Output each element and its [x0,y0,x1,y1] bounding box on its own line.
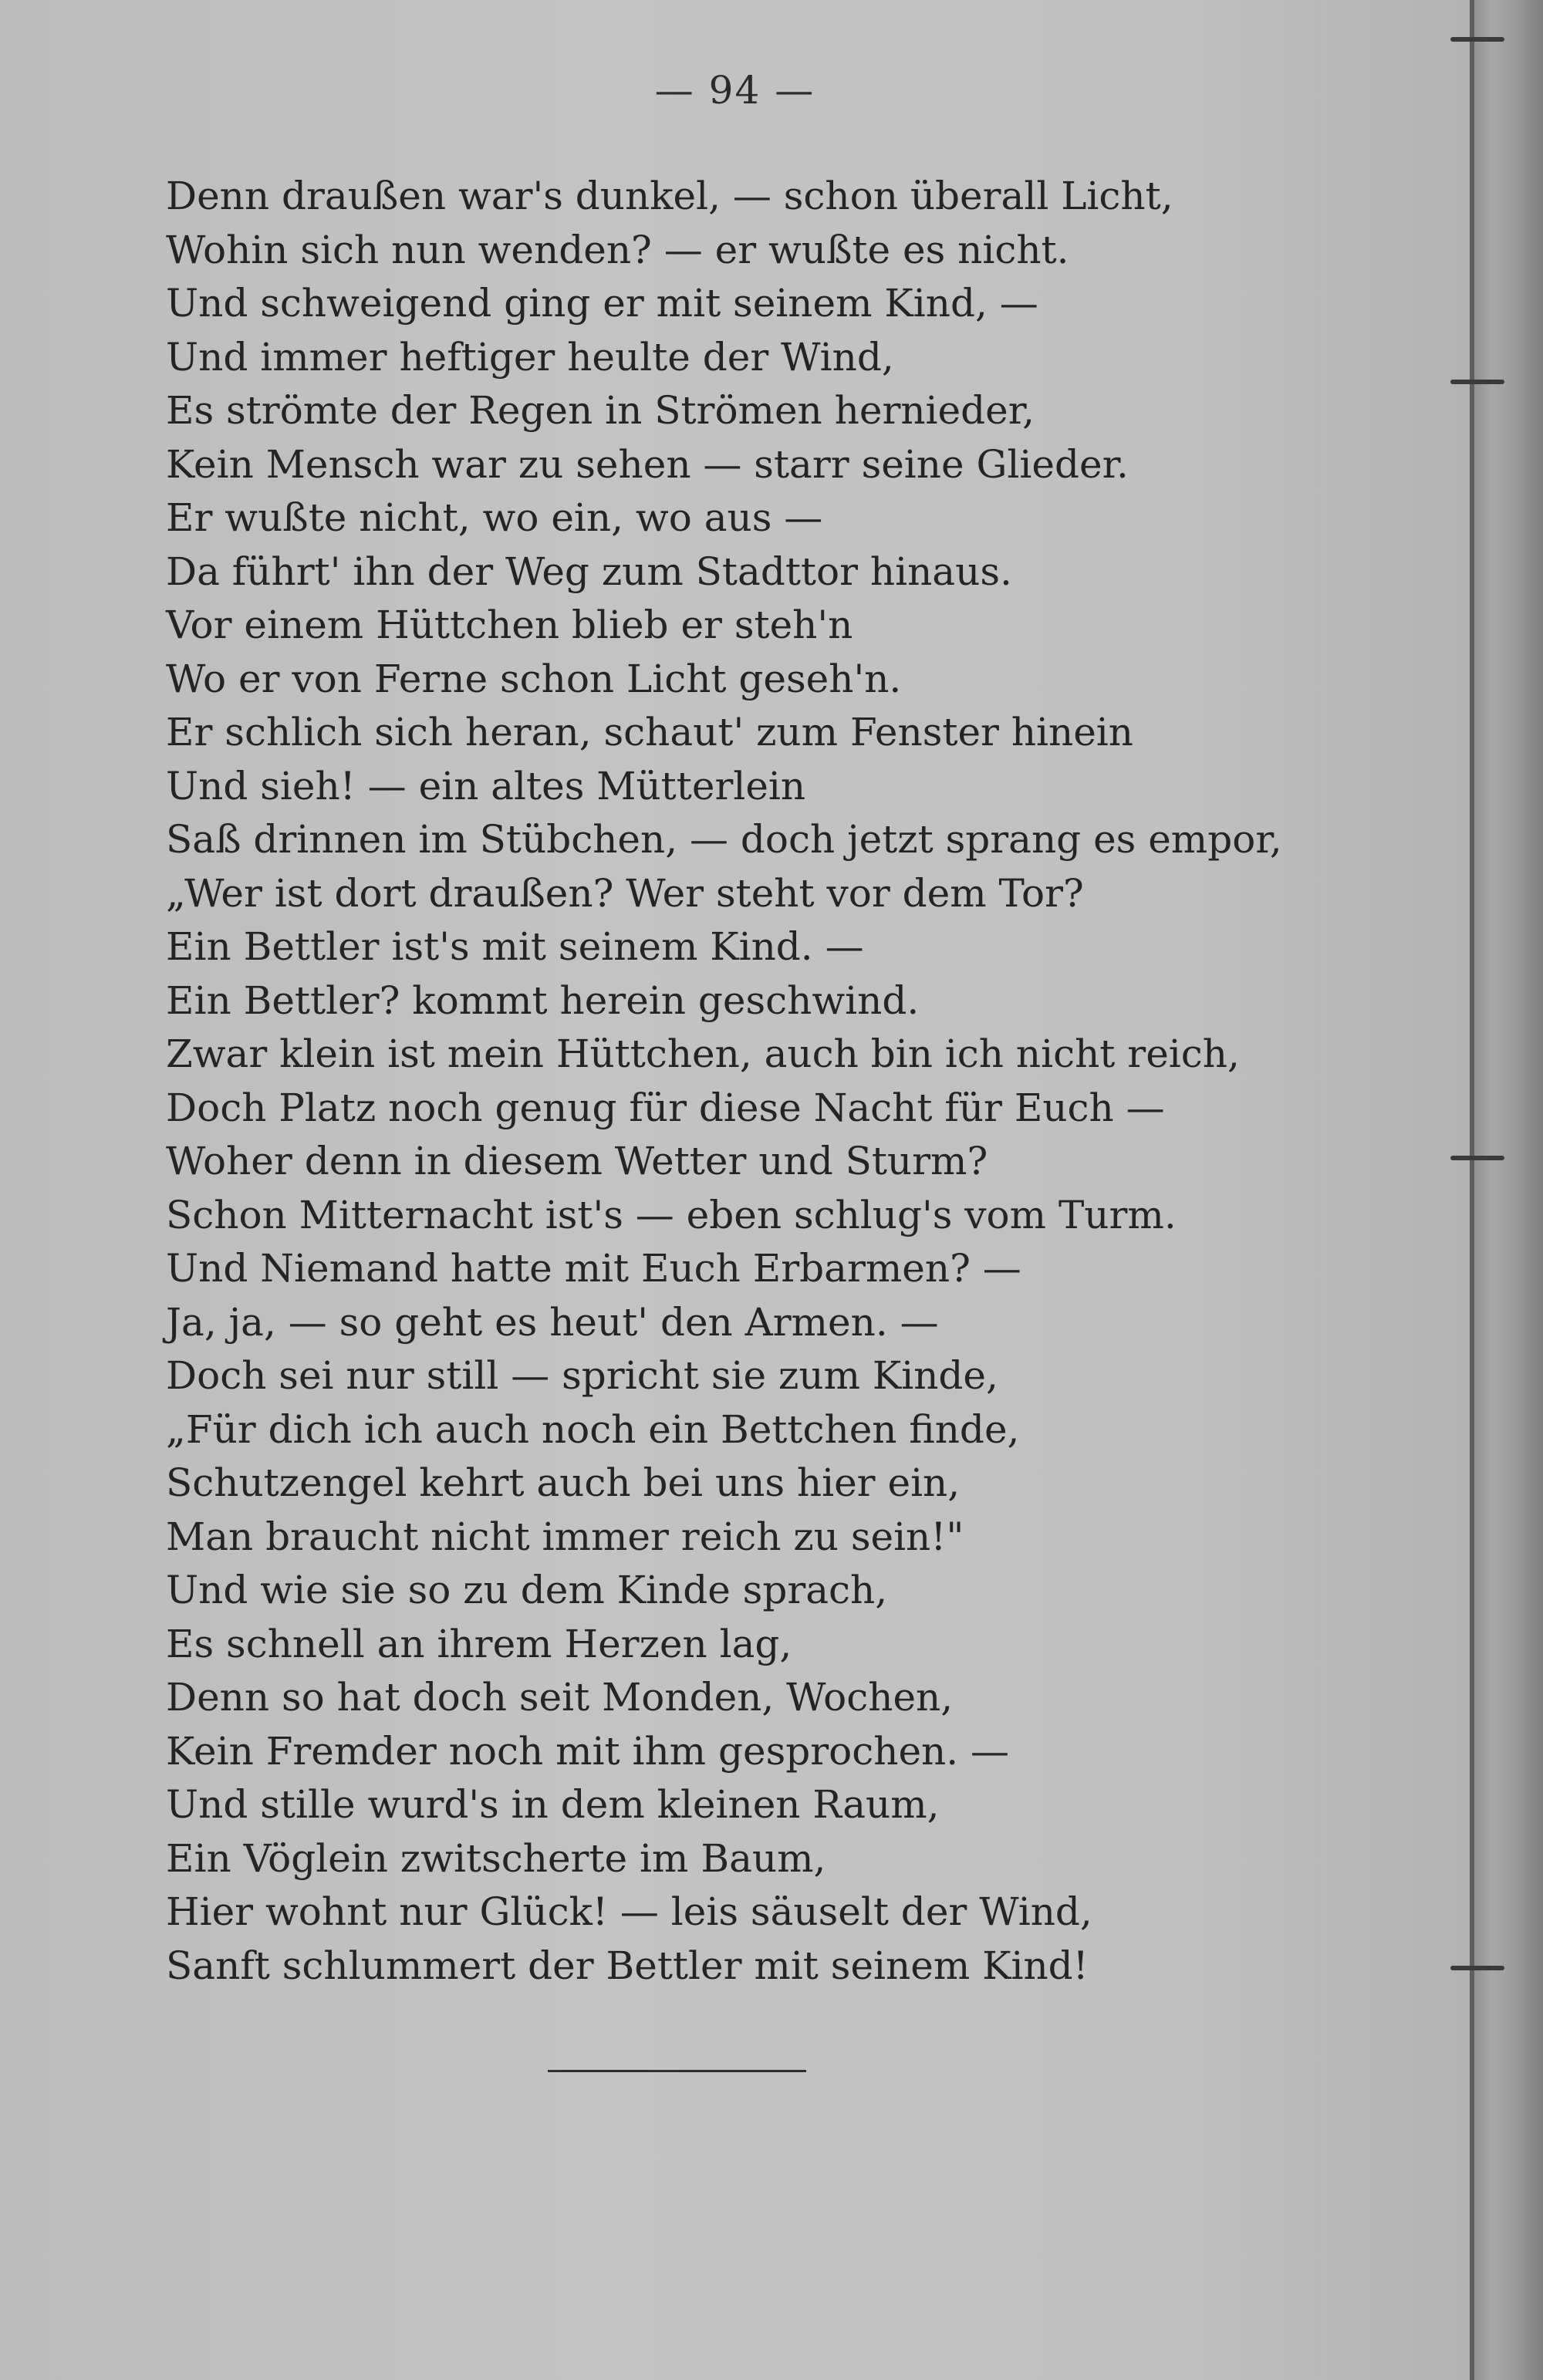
verse-line: Ein Bettler ist's mit seinem Kind. — [166,924,864,969]
verse-line: Wohin sich nun wenden? — er wußte es nicht. [166,227,1069,272]
binding-stitch [1450,1156,1504,1160]
verse-line: Und stille wurd's in dem kleinen Raum, [166,1782,940,1827]
verse-line: Ja, ja, — so geht es heut' den Armen. — [166,1299,939,1345]
verse-line: Ein Bettler? kommt herein geschwind. [166,977,920,1023]
verse-line: Er wußte nicht, wo ein, wo aus — [166,495,823,540]
verse-line: Man braucht nicht immer reich zu sein!" [166,1514,964,1559]
verse-line: Es strömte der Regen in Strömen hernieder, [166,388,1035,433]
page-number: — 94 — [654,68,815,113]
binding-stitch [1450,1966,1504,1970]
verse-line: Ein Vöglein zwitscherte im Baum, [166,1835,826,1881]
verse-line: Schutzengel kehrt auch bei uns hier ein, [166,1460,961,1505]
verse-line: Und Niemand hatte mit Euch Erbarmen? — [166,1246,1021,1291]
verse-line: Doch Platz noch genug für diese Nacht für Euch — [166,1085,1165,1130]
binding-stitch [1450,37,1504,42]
verse-line: Hier wohnt nur Glück! — leis säuselt der Wind, [166,1889,1092,1934]
poem-text [166,170,1339,1993]
verse-line: „Wer ist dort draußen? Wer steht vor dem Tor? [166,870,1084,916]
binding-stitch [1450,380,1504,384]
verse-line: Und schweigend ging er mit seinem Kind, — [166,281,1038,326]
verse-line: „Für dich ich auch noch ein Bettchen finde, [166,1406,1020,1452]
verse-line: Und wie sie so zu dem Kinde sprach, [166,1568,888,1612]
book-spine [1470,0,1543,2380]
verse-line: Woher denn in diesem Wetter und Sturm? [166,1139,988,1183]
verse-line: Kein Mensch war zu sehen — starr seine Glieder. [166,441,1129,487]
verse-line: Denn draußen war's dunkel, — schon überall Licht, [166,174,1173,218]
spine-edge [1470,0,1474,2380]
verse-line: Denn so hat doch seit Monden, Wochen, [166,1675,954,1720]
verse-line: Kein Fremder noch mit ihm gesprochen. — [166,1728,1010,1774]
verse-line: Saß drinnen im Stübchen, — doch jetzt sprang es empor, [166,817,1282,862]
verse-line: Er schlich sich heran, schaut' zum Fenster hinein [166,710,1134,755]
verse-line: Zwar klein ist mein Hüttchen, auch bin ich nicht reich, [166,1031,1240,1076]
verse-line: Und sieh! — ein altes Mütterlein [166,763,806,809]
verse-line: Vor einem Hüttchen blieb er steh'n [166,603,853,647]
verse-line: Sanft schlummert der Bettler mit seinem Kind! [166,1943,1089,1988]
verse-line: Wo er von Ferne schon Licht geseh'n. [166,656,902,701]
verse-line: Da führt' ihn der Weg zum Stadttor hinaus. [166,549,1012,594]
verse-line: Doch sei nur still — spricht sie zum Kinde, [166,1353,998,1398]
verse-line: Es schnell an ihrem Herzen lag, [166,1621,792,1666]
end-rule [548,2070,806,2072]
verse-line: Und immer heftiger heulte der Wind, [166,334,894,380]
verse-line: Schon Mitternacht ist's — eben schlug's vom Turm. [166,1192,1177,1237]
